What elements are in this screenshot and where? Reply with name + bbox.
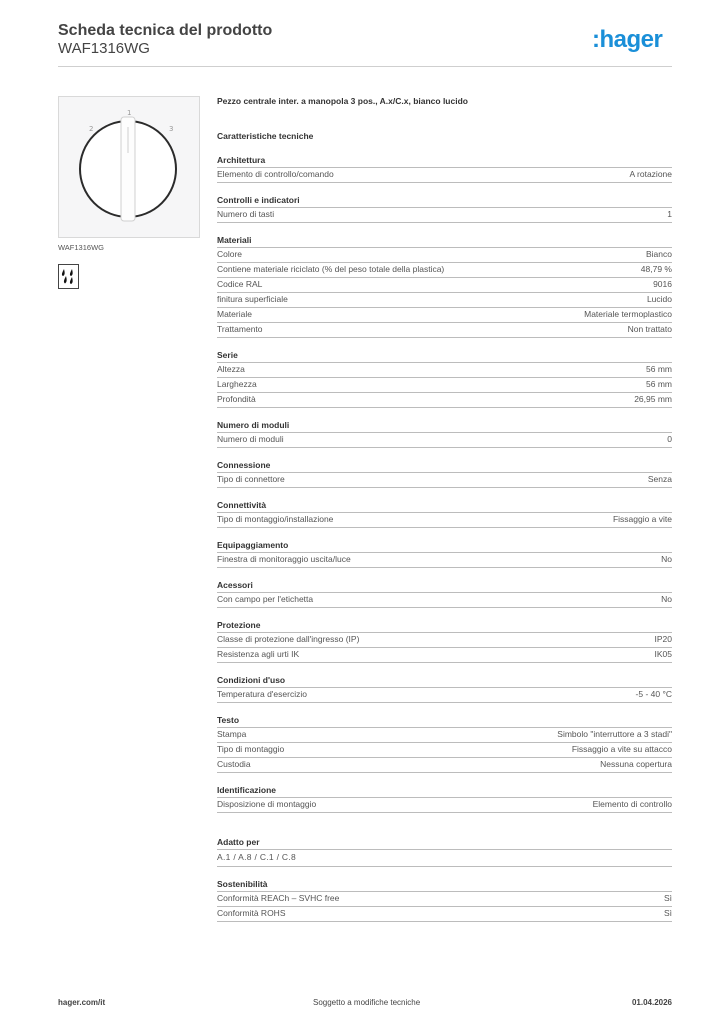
spec-row [217, 593, 672, 608]
section-title: Numero di moduli [217, 418, 672, 433]
spec-label: Tipo di montaggio/installazione [217, 514, 334, 524]
spec-section [217, 618, 672, 663]
spec-row [217, 248, 672, 263]
spec-label: Conformità ROHS [217, 908, 286, 918]
spec-value: Elemento di controllo [592, 799, 672, 809]
section-title: Connettività [217, 498, 672, 513]
spec-label: Classe di protezione dall'ingresso (IP) [217, 634, 360, 644]
spec-row [217, 648, 672, 663]
spec-row [217, 433, 672, 448]
spec-value: Fissaggio a vite [612, 514, 672, 524]
spec-label: finitura superficiale [217, 294, 288, 304]
spec-row [217, 688, 672, 703]
spec-label: Resistenza agli urti IK [217, 649, 300, 659]
spec-label: Temperatura d'esercizio [217, 689, 307, 699]
spec-row [217, 743, 672, 758]
header-divider [58, 66, 672, 67]
spec-value: 26,95 mm [634, 394, 672, 404]
spec-section-adatto [217, 835, 672, 867]
spec-value: IP20 [654, 634, 672, 644]
section-title: Equipaggiamento [217, 538, 672, 553]
footer-date: 01.04.2026 [631, 998, 672, 1007]
spec-section [217, 783, 672, 813]
spec-label: Elemento di controllo/comando [217, 169, 334, 179]
spec-label: Numero di moduli [217, 434, 284, 444]
spec-label: Materiale [217, 309, 252, 319]
spec-row [217, 513, 672, 528]
section-title: Adatto per [217, 835, 672, 850]
spec-section [217, 233, 672, 338]
spec-value: Nessuna copertura [600, 759, 672, 769]
hager-logo: :hager [592, 26, 663, 53]
spec-section [217, 538, 672, 568]
spec-row [217, 393, 672, 408]
spec-section [217, 713, 672, 773]
spec-row [217, 363, 672, 378]
position-label-3: 3 [169, 125, 174, 133]
spec-row [217, 758, 672, 773]
spec-row [217, 473, 672, 488]
water-drops-icon [58, 264, 79, 289]
spec-label: Trattamento [217, 324, 263, 334]
spec-value: Fissaggio a vite su attacco [571, 744, 672, 754]
spec-label: Contiene materiale riciclato (% del peso totale della plastica) [217, 264, 445, 274]
section-title: Identificazione [217, 783, 672, 798]
spec-value: 56 mm [646, 364, 672, 374]
spec-row [217, 308, 672, 323]
product-image [58, 96, 200, 238]
spec-section [217, 153, 672, 183]
spec-label: Custodia [217, 759, 251, 769]
spec-row [217, 263, 672, 278]
section-title: Condizioni d'uso [217, 673, 672, 688]
spec-row [217, 728, 672, 743]
section-title: Serie [217, 348, 672, 363]
spec-value: 9016 [653, 279, 672, 289]
spec-label: Stampa [217, 729, 247, 739]
section-title: Materiali [217, 233, 672, 248]
footer-website: hager.com/it [58, 998, 106, 1007]
section-title: Sostenibilità [217, 877, 672, 892]
spec-label: Conformità REACh – SVHC free [217, 893, 340, 903]
spec-label: Colore [217, 249, 243, 259]
spec-row [217, 278, 672, 293]
spec-label: Larghezza [217, 379, 257, 389]
spec-row [217, 293, 672, 308]
spec-value: IK05 [654, 649, 672, 659]
spec-section-sostenibilita [217, 877, 672, 922]
section-title: Connessione [217, 458, 672, 473]
spec-row [217, 798, 672, 813]
spec-section [217, 673, 672, 703]
position-label-2: 2 [89, 125, 94, 133]
spec-value: 0 [667, 434, 672, 444]
spec-value: 1 [667, 209, 672, 219]
spec-row [217, 633, 672, 648]
spec-label: Disposizione di montaggio [217, 799, 317, 809]
spec-row [217, 323, 672, 338]
spec-section [217, 418, 672, 448]
section-title: Protezione [217, 618, 672, 633]
spec-value: A rotazione [629, 169, 672, 179]
spec-value: Sì [663, 908, 672, 918]
rotary-switch-illustration [59, 97, 199, 237]
section-title: Controlli e indicatori [217, 193, 672, 208]
section-title: Testo [217, 713, 672, 728]
image-caption: WAF1316WG [58, 243, 104, 252]
spec-value: Materiale termoplastico [584, 309, 672, 319]
spec-value: Senza [647, 474, 672, 484]
spec-row [217, 907, 672, 922]
spec-label: Codice RAL [217, 279, 263, 289]
product-description: Pezzo centrale inter. a manopola 3 pos., A.x/C.x, bianco lucido [217, 96, 468, 106]
spec-value: No [661, 554, 672, 564]
spec-label: Profondità [217, 394, 256, 404]
product-code: WAF1316WG [58, 40, 150, 57]
spec-value: 56 mm [646, 379, 672, 389]
spec-value: Simbolo "interruttore a 3 stadi" [557, 729, 672, 739]
spec-section [217, 578, 672, 608]
footer-disclaimer: Soggetto a modifiche tecniche [313, 998, 421, 1007]
section-title: Acessori [217, 578, 672, 593]
spec-value: Sì [663, 893, 672, 903]
spec-label: Altezza [217, 364, 245, 374]
technical-specs [217, 94, 672, 922]
spec-label: Tipo di connettore [217, 474, 285, 484]
spec-section [217, 193, 672, 223]
document-title: Scheda tecnica del prodotto [58, 22, 273, 39]
spec-section [217, 348, 672, 408]
spec-label: Con campo per l'etichetta [217, 594, 314, 604]
spec-label: Tipo di montaggio [217, 744, 285, 754]
spec-sections [217, 153, 672, 813]
spec-label: Finestra di monitoraggio uscita/luce [217, 554, 351, 564]
spec-label: Numero di tasti [217, 209, 275, 219]
spec-value: No [661, 594, 672, 604]
spec-section [217, 498, 672, 528]
position-label-1: 1 [127, 109, 132, 117]
spec-value: 48,79 % [640, 264, 672, 274]
spec-row [217, 378, 672, 393]
spec-value: Bianco [646, 249, 672, 259]
tech-features-heading: Caratteristiche tecniche [217, 131, 314, 141]
spec-row [217, 892, 672, 907]
spec-value: Lucido [646, 294, 672, 304]
section-title: Architettura [217, 153, 672, 168]
spec-value: Non trattato [627, 324, 672, 334]
spec-row [217, 553, 672, 568]
compatibility-value: A.1 / A.8 / C.1 / C.8 [217, 850, 672, 867]
spec-row [217, 168, 672, 183]
spec-section [217, 458, 672, 488]
spec-row [217, 208, 672, 223]
spec-value: -5 - 40 °C [635, 689, 672, 699]
